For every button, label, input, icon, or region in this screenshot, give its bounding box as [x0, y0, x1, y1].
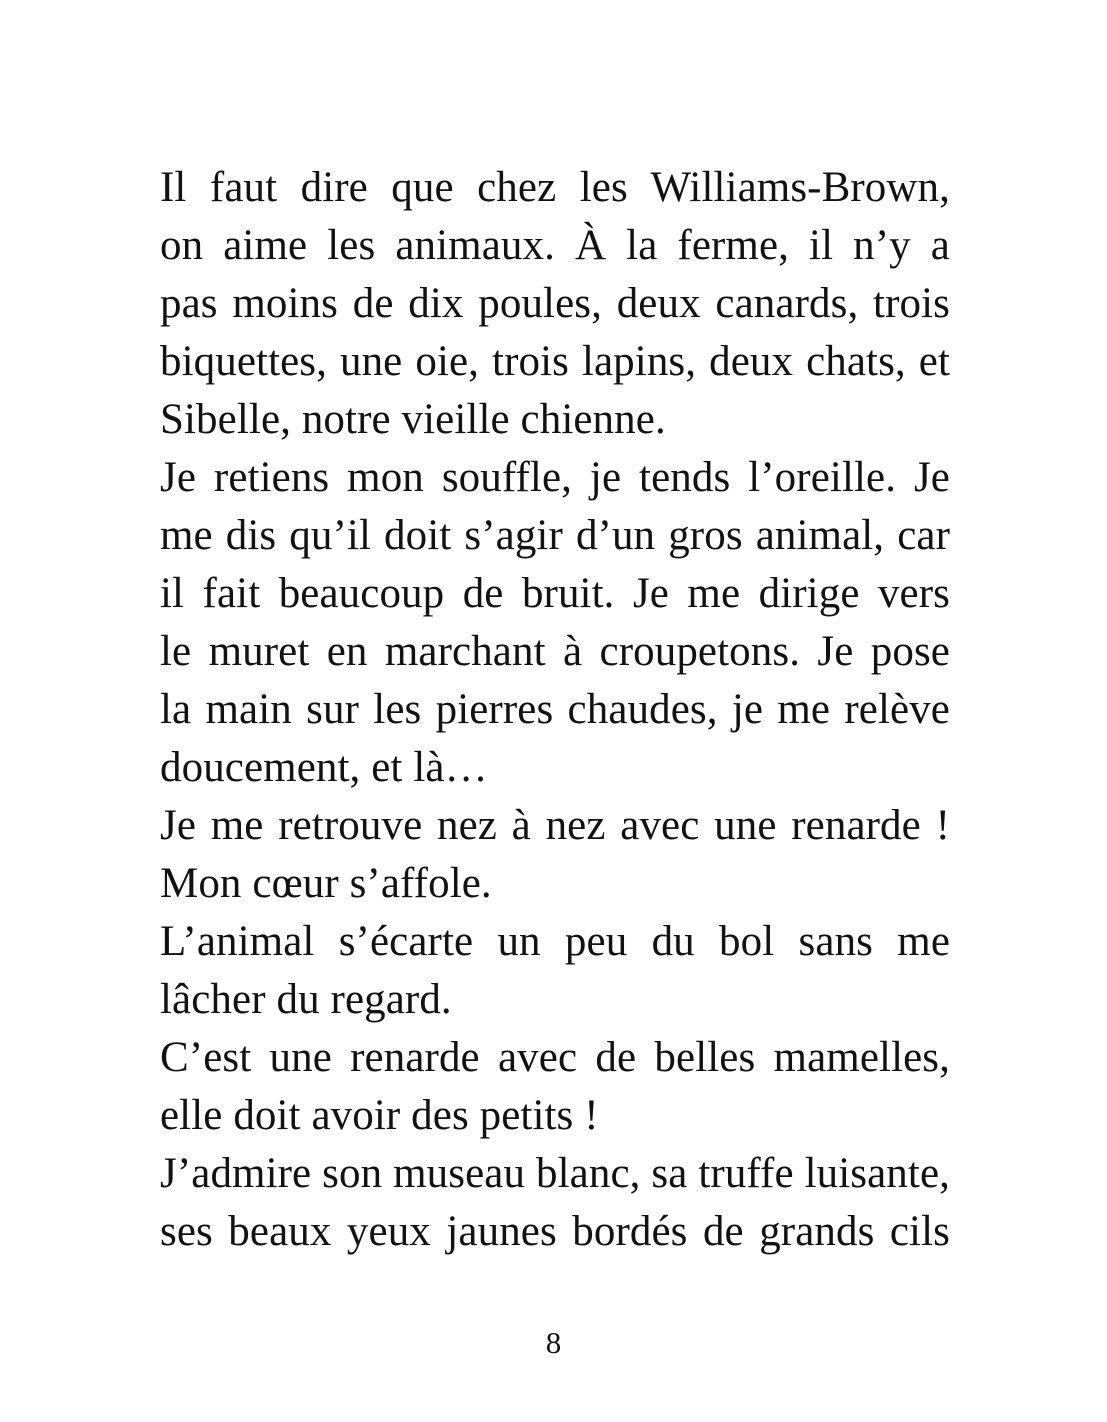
text-line: pas moins de dix poules, deux canards, trois — [160, 280, 950, 327]
text-line: elle doit avoir des petits ! — [160, 1092, 599, 1139]
page-text — [160, 159, 950, 1261]
paragraph — [160, 449, 950, 797]
paragraph — [160, 1145, 950, 1261]
text-line: lâcher du regard. — [160, 976, 452, 1023]
paragraph — [160, 159, 950, 449]
paragraph — [160, 797, 950, 855]
text-line: il fait beaucoup de bruit. Je me dirige vers — [160, 570, 950, 617]
text-line: le muret en marchant à croupetons. Je pose — [160, 628, 950, 675]
paragraph — [160, 1029, 950, 1145]
page-number: 8 — [545, 1325, 562, 1360]
text-line: doucement, et là… — [160, 744, 488, 791]
text-line: Mon cœur s’affole. — [160, 860, 492, 907]
text-line: me dis qu’il doit s’agir d’un gros animal, car — [160, 512, 950, 559]
paragraph — [160, 913, 950, 1029]
text-line: L’animal s’écarte un peu du bol sans me — [160, 918, 950, 965]
text-line: C’est une renarde avec de belles mamelles, — [160, 1034, 950, 1081]
text-line: ses beaux yeux jaunes bordés de grands cils — [160, 1208, 950, 1255]
text-line: Je me retrouve nez à nez avec une renarde ! — [160, 802, 950, 849]
text-line: biquettes, une oie, trois lapins, deux chats, et — [160, 338, 950, 385]
text-line: on aime les animaux. À la ferme, il n’y a — [160, 222, 950, 269]
text-line: Sibelle, notre vieille chienne. — [160, 396, 666, 443]
text-line: Il faut dire que chez les Williams-Brown, — [160, 164, 950, 211]
text-line: J’admire son museau blanc, sa truffe luisante, — [160, 1150, 950, 1197]
text-line: la main sur les pierres chaudes, je me relève — [160, 686, 950, 733]
paragraph — [160, 855, 950, 913]
text-line: Je retiens mon souffle, je tends l’oreille. Je — [160, 454, 950, 501]
